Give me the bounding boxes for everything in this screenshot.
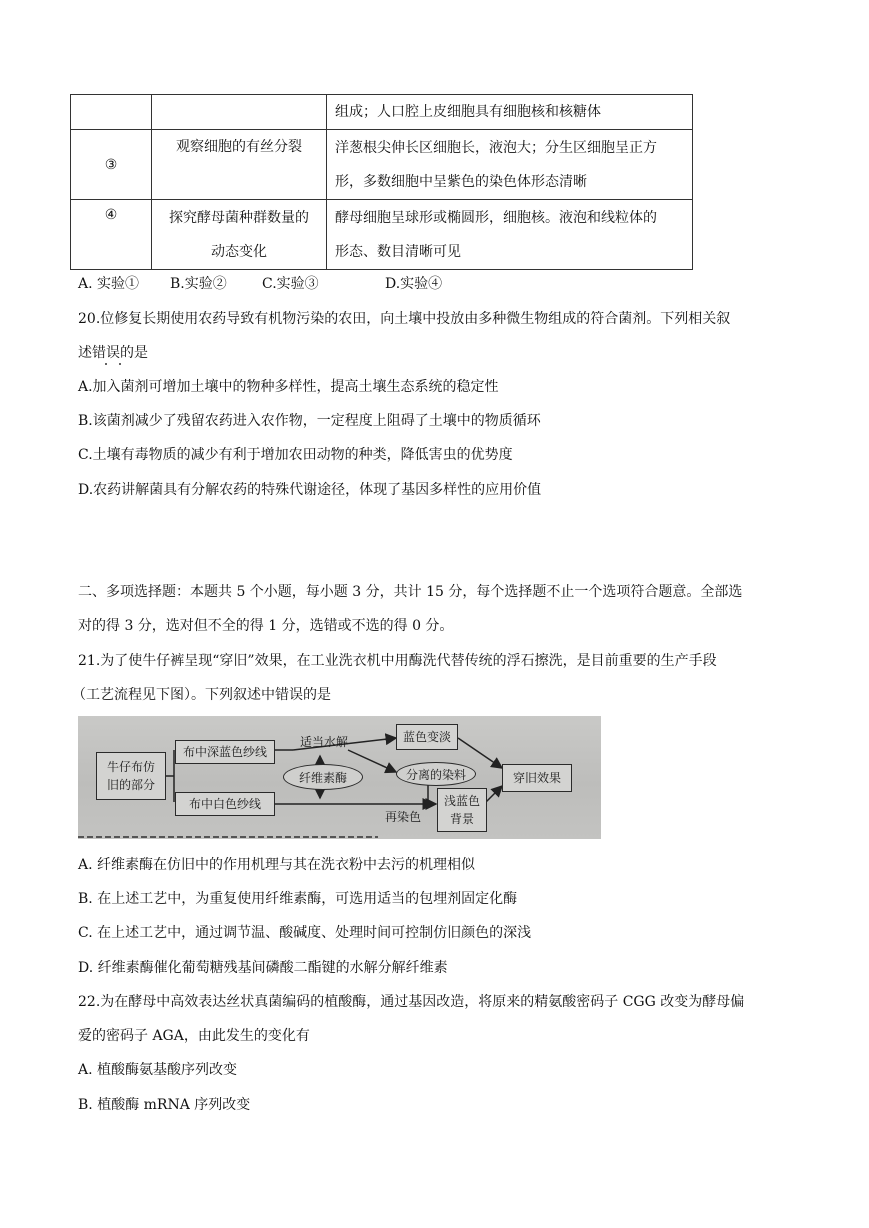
q19-option-d: D.实验④ bbox=[385, 276, 443, 292]
table-cell-number: ③ bbox=[71, 130, 152, 200]
emphasis-dot bbox=[119, 363, 121, 365]
q20-option-d: D.农药讲解菌具有分解农药的特殊代谢途径，体现了基因多样性的应用价值 bbox=[78, 482, 542, 498]
q22-stem-line-1: 22.为在酵母中高效表达丝状真菌编码的植酸酶，通过基因改造，将原来的精氨酸密码子 CGG 改变为酵母偏 bbox=[78, 994, 745, 1010]
q22-option-b: B. 植酸酶 mRNA 序列改变 bbox=[78, 1097, 251, 1113]
q21-option-c: C. 在上述工艺中，通过调节温、酸碱度、处理时间可控制仿旧颜色的深浅 bbox=[78, 925, 532, 941]
table-cell-number bbox=[71, 95, 152, 130]
section-2-heading-line-1: 二、多项选择题：本题共 5 个小题，每小题 3 分，共计 15 分，每个选择题不止一个选项符合题意。全部选 bbox=[78, 584, 743, 600]
table-cell-observation: 酵母细胞呈球形或椭圆形，细胞核。液泡和线粒体的 形态、数目清晰可见 bbox=[327, 200, 693, 270]
q20-option-c: C.土壤有毒物质的减少有利于增加农田动物的种类，降低害虫的优势度 bbox=[78, 447, 513, 463]
diagram-source-box: 牛仔布仿 旧的部分 bbox=[96, 752, 166, 800]
diagram-hydrolysis-label: 适当水解 bbox=[300, 735, 349, 749]
table-row bbox=[71, 130, 693, 200]
q21-stem-line-2: （工艺流程见下图）。下列叙述中错误的是 bbox=[72, 687, 331, 703]
q19-option-c: C.实验③ bbox=[262, 276, 319, 292]
diagram-color-fade-box: 蓝色变淡 bbox=[396, 724, 458, 750]
diagram-separated-dye-ellipse: 分离的染料 bbox=[396, 762, 476, 786]
q21-stem-line-1: 21.为了使牛仔裤呈现“穿旧”效果，在工业洗衣机中用酶洗代替传统的浮石擦洗，是目前重要的生产手段 bbox=[78, 653, 717, 669]
diagram-light-blue-box: 浅蓝色 背景 bbox=[437, 788, 487, 832]
diagram-result-box: 穿旧效果 bbox=[502, 764, 572, 792]
q21-option-b: B. 在上述工艺中，为重复使用纤维素酶，可选用适当的包埋剂固定化酶 bbox=[78, 891, 518, 907]
q21-option-d: D. 纤维素酶催化葡萄糖残基间磷酸二酯键的水解分解纤维素 bbox=[78, 960, 448, 976]
diagram-white-yarn-box: 布中白色纱线 bbox=[175, 792, 275, 816]
emphasis-dot bbox=[105, 363, 107, 365]
q19-option-b: B.实验② bbox=[170, 276, 227, 292]
table-cell-observation: 组成；人口腔上皮细胞具有细胞核和核糖体 bbox=[327, 95, 693, 130]
q22-stem-line-2: 爱的密码子 AGA，由此发生的变化有 bbox=[78, 1028, 310, 1044]
q21-option-a: A. 纤维素酶在仿旧中的作用机理与其在洗衣粉中去污的机理相似 bbox=[78, 857, 476, 873]
q20-stem-line-1: 20.位修复长期使用农药导致有机物污染的农田，向土壤中投放由多种微生物组成的符合菌剂。下列相关叙 bbox=[78, 311, 731, 327]
table-cell-experiment: 探究酵母菌种群数量的 动态变化 bbox=[152, 200, 327, 270]
table-row bbox=[71, 95, 693, 130]
section-2-heading-line-2: 对的得 3 分，选对但不全的得 1 分，选错或不选的得 0 分。 bbox=[78, 618, 454, 634]
diagram-enzyme-ellipse: 纤维素酶 bbox=[283, 764, 363, 790]
table-cell-experiment: 观察细胞的有丝分裂 bbox=[152, 130, 327, 200]
diagram-blue-yarn-box: 布中深蓝色纱线 bbox=[175, 740, 275, 764]
q20-stem-line-2: 述错误的是 bbox=[78, 345, 148, 361]
q20-option-a: A.加入菌剂可增加土壤中的物种多样性，提高土壤生态系统的稳定性 bbox=[78, 379, 499, 395]
diagram-redye-label: 再染色 bbox=[385, 810, 422, 824]
table-cell-experiment bbox=[152, 95, 327, 130]
table-cell-number: ④ bbox=[71, 200, 152, 270]
table-cell-observation: 洋葱根尖伸长区细胞长，液泡大；分生区细胞呈正方 形，多数细胞中呈紫色的染色体形态清晰 bbox=[327, 130, 693, 200]
process-flow-diagram bbox=[78, 716, 601, 839]
q22-option-a: A. 植酸酶氨基酸序列改变 bbox=[78, 1062, 238, 1078]
q19-option-a: A. 实验① bbox=[78, 276, 140, 292]
q20-option-b: B.该菌剂减少了残留农药进入农作物，一定程度上阻碍了土壤中的物质循环 bbox=[78, 413, 541, 429]
table-row bbox=[71, 200, 693, 270]
experiment-table bbox=[70, 94, 693, 270]
